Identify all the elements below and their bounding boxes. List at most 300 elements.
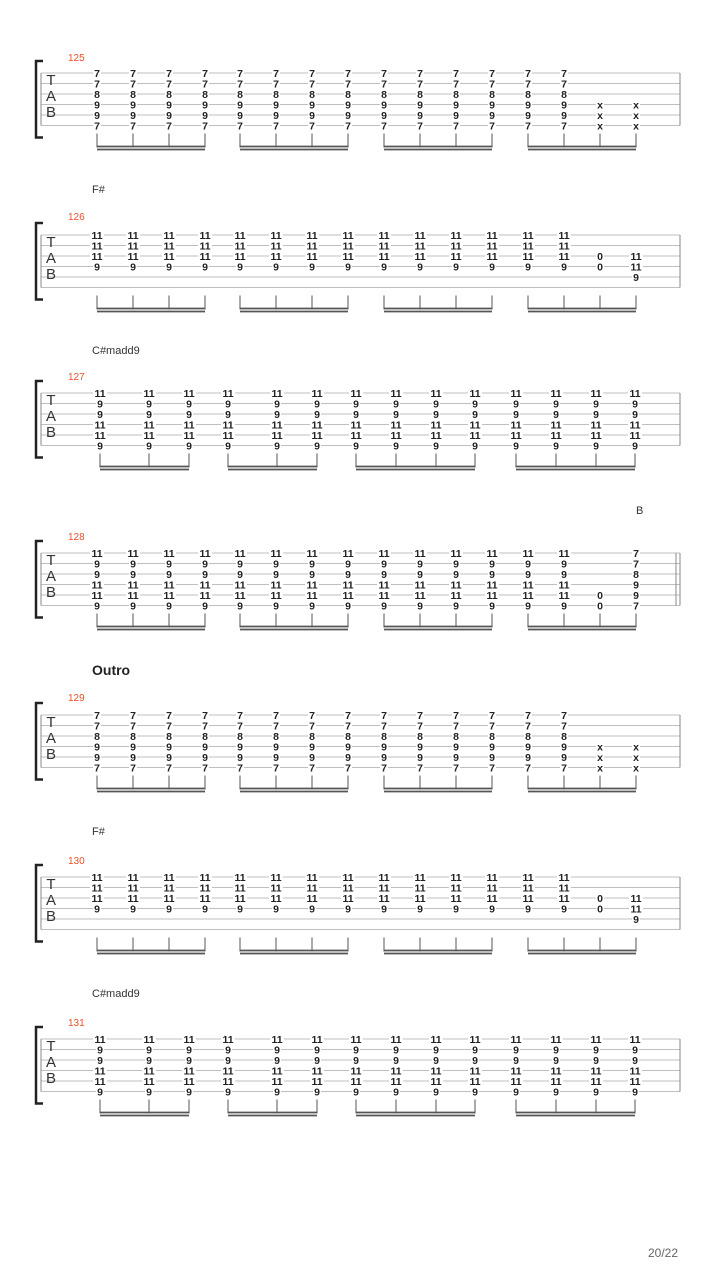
fret-number: 11: [199, 230, 211, 242]
fret-number: 11: [450, 579, 462, 592]
measure-number: 128: [68, 532, 85, 543]
fret-number: 7: [525, 720, 531, 733]
fret-number: 11: [163, 230, 175, 242]
fret-number: 11: [127, 893, 139, 905]
fret-number: 11: [510, 419, 522, 432]
fret-number: 9: [130, 569, 136, 581]
fret-number: 7: [417, 120, 423, 133]
fret-number: 9: [97, 1086, 103, 1099]
fret-number: 9: [453, 99, 459, 112]
fret-number: 11: [469, 419, 481, 432]
fret-number: 9: [274, 440, 280, 453]
fret-number: 11: [271, 419, 283, 432]
fret-number: 9: [314, 1055, 320, 1067]
fret-number: 7: [489, 78, 495, 91]
fret-number: 9: [186, 398, 192, 411]
fret-number: 11: [143, 388, 155, 400]
fret-number: 11: [450, 240, 462, 253]
fret-number: 8: [309, 89, 315, 101]
tab-clef-letter: B: [45, 104, 57, 121]
fret-number: 11: [342, 230, 354, 242]
fret-number: 7: [417, 710, 423, 722]
fret-number: 11: [486, 230, 498, 242]
fret-number: 9: [553, 440, 559, 453]
fret-number: 9: [489, 110, 495, 122]
fret-number: 7: [453, 710, 459, 722]
fret-number: 7: [453, 68, 459, 80]
fret-number: 11: [234, 548, 246, 560]
fret-number: 9: [97, 1044, 103, 1057]
chord-name: F#: [92, 826, 105, 838]
fret-number: 9: [309, 600, 315, 613]
fret-number: 11: [450, 590, 462, 602]
fret-number: 7: [453, 720, 459, 733]
fret-number: 7: [345, 120, 351, 133]
fret-number: 11: [234, 882, 246, 895]
fret-number: 11: [469, 1076, 481, 1088]
fret-number: 11: [558, 590, 570, 602]
fret-number: 9: [130, 110, 136, 122]
fret-number: 11: [342, 882, 354, 895]
fret-number: 11: [378, 590, 390, 602]
tab-clef-letter: B: [45, 746, 57, 763]
fret-number: x: [597, 741, 603, 754]
fret-number: 9: [345, 600, 351, 613]
fret-number: 9: [202, 261, 208, 274]
fret-number: 9: [130, 903, 136, 916]
fret-number: 9: [130, 600, 136, 613]
fret-number: 7: [202, 720, 208, 733]
fret-number: 9: [94, 569, 100, 581]
fret-number: 9: [433, 409, 439, 421]
fret-number: 11: [311, 1034, 323, 1046]
fret-number: 11: [306, 548, 318, 560]
fret-number: x: [633, 120, 639, 133]
fret-number: 9: [553, 1086, 559, 1099]
fret-number: 9: [633, 272, 639, 284]
fret-number: 11: [629, 1065, 641, 1078]
fret-number: 9: [513, 1044, 519, 1057]
fret-number: 9: [166, 903, 172, 916]
fret-number: 7: [273, 720, 279, 733]
fret-number: 7: [130, 120, 136, 133]
fret-number: 11: [271, 1034, 283, 1046]
fret-number: 9: [345, 903, 351, 916]
fret-number: 11: [222, 1076, 234, 1088]
fret-number: 11: [311, 388, 323, 400]
fret-number: 11: [414, 872, 426, 884]
fret-number: 9: [353, 398, 359, 411]
fret-number: 7: [417, 720, 423, 733]
fret-number: 7: [633, 558, 639, 571]
fret-number: 9: [273, 110, 279, 122]
tab-clef-letter: A: [45, 250, 57, 267]
fret-number: 11: [450, 882, 462, 895]
fret-number: 8: [345, 89, 351, 101]
fret-number: 11: [510, 1034, 522, 1046]
fret-number: 9: [309, 752, 315, 764]
fret-number: 11: [414, 548, 426, 560]
fret-number: 8: [525, 731, 531, 743]
fret-number: 9: [273, 558, 279, 571]
fret-number: 11: [450, 230, 462, 242]
fret-number: 11: [234, 579, 246, 592]
fret-number: 11: [450, 893, 462, 905]
fret-number: 9: [381, 752, 387, 764]
fret-number: 9: [417, 600, 423, 613]
fret-number: 11: [143, 430, 155, 442]
fret-number: 11: [558, 893, 570, 905]
fret-number: 9: [417, 903, 423, 916]
fret-number: 7: [273, 710, 279, 722]
fret-number: 9: [273, 752, 279, 764]
fret-number: 9: [525, 558, 531, 571]
fret-number: 8: [273, 731, 279, 743]
tab-clef-letter: B: [45, 1070, 57, 1087]
fret-number: 11: [94, 419, 106, 432]
fret-number: x: [633, 762, 639, 775]
fret-number: 9: [166, 261, 172, 274]
fret-number: 9: [309, 558, 315, 571]
fret-number: 8: [381, 731, 387, 743]
fret-number: 11: [270, 251, 282, 263]
fret-number: 9: [553, 1055, 559, 1067]
fret-number: 9: [472, 1055, 478, 1067]
tab-clef-letter: A: [45, 568, 57, 585]
fret-number: 11: [91, 872, 103, 884]
measure-number: 125: [68, 53, 85, 64]
fret-number: 7: [237, 710, 243, 722]
fret-number: 7: [345, 720, 351, 733]
fret-number: 8: [561, 731, 567, 743]
fret-number: 9: [453, 741, 459, 754]
fret-number: 11: [270, 579, 282, 592]
fret-number: 9: [633, 914, 639, 926]
fret-number: 11: [522, 893, 534, 905]
fret-number: 9: [393, 1044, 399, 1057]
fret-number: 9: [593, 1086, 599, 1099]
fret-number: 11: [414, 882, 426, 895]
fret-number: 8: [345, 731, 351, 743]
fret-number: 11: [270, 240, 282, 253]
fret-number: 7: [273, 68, 279, 80]
fret-number: x: [633, 99, 639, 112]
fret-number: 9: [309, 261, 315, 274]
fret-number: 9: [353, 1086, 359, 1099]
fret-number: 9: [237, 569, 243, 581]
fret-number: 11: [486, 882, 498, 895]
fret-number: 11: [558, 230, 570, 242]
fret-number: 0: [597, 903, 603, 916]
fret-number: 9: [237, 261, 243, 274]
tab-clef-letter: T: [46, 552, 56, 569]
fret-number: 9: [417, 261, 423, 274]
fret-number: 9: [237, 110, 243, 122]
fret-number: 8: [525, 89, 531, 101]
fret-number: 9: [314, 1086, 320, 1099]
fret-number: 9: [633, 590, 639, 602]
fret-number: 11: [199, 893, 211, 905]
fret-number: 8: [202, 89, 208, 101]
fret-number: 9: [146, 1055, 152, 1067]
fret-number: 9: [225, 398, 231, 411]
fret-number: 9: [130, 752, 136, 764]
fret-number: 9: [237, 558, 243, 571]
fret-number: 9: [94, 903, 100, 916]
fret-number: 9: [489, 903, 495, 916]
fret-number: 9: [202, 110, 208, 122]
fret-number: 9: [513, 440, 519, 453]
fret-number: 7: [561, 720, 567, 733]
fret-number: 7: [94, 762, 100, 775]
fret-number: 11: [629, 419, 641, 432]
measure-number: 131: [68, 1018, 85, 1029]
fret-number: 7: [345, 762, 351, 775]
fret-number: 7: [453, 762, 459, 775]
fret-number: 9: [632, 409, 638, 421]
fret-number: 11: [590, 1076, 602, 1088]
fret-number: 7: [453, 120, 459, 133]
fret-number: 7: [417, 78, 423, 91]
fret-number: 11: [550, 1065, 562, 1078]
fret-number: 9: [146, 440, 152, 453]
fret-number: 9: [489, 99, 495, 112]
fret-number: 7: [633, 548, 639, 560]
fret-number: 7: [381, 710, 387, 722]
fret-number: 11: [91, 893, 103, 905]
fret-number: x: [597, 752, 603, 764]
chord-name: B: [636, 505, 644, 517]
fret-number: 11: [311, 430, 323, 442]
fret-number: 11: [522, 548, 534, 560]
fret-number: 9: [433, 398, 439, 411]
fret-number: 9: [94, 261, 100, 274]
fret-number: 11: [143, 1065, 155, 1078]
fret-number: 9: [381, 741, 387, 754]
fret-number: 9: [274, 398, 280, 411]
fret-number: 11: [558, 240, 570, 253]
fret-number: 9: [130, 558, 136, 571]
fret-number: 9: [146, 398, 152, 411]
fret-number: 7: [202, 762, 208, 775]
fret-number: x: [633, 741, 639, 754]
fret-number: 9: [146, 409, 152, 421]
fret-number: 9: [553, 409, 559, 421]
fret-number: 9: [202, 99, 208, 112]
fret-number: 11: [143, 1076, 155, 1088]
fret-number: 9: [489, 752, 495, 764]
fret-number: 11: [430, 388, 442, 400]
fret-number: 11: [390, 388, 402, 400]
fret-number: 9: [309, 110, 315, 122]
fret-number: 7: [166, 710, 172, 722]
fret-number: 11: [430, 1076, 442, 1088]
fret-number: 9: [633, 579, 639, 592]
fret-number: 7: [561, 120, 567, 133]
fret-number: 9: [525, 600, 531, 613]
fret-number: 7: [166, 78, 172, 91]
fret-number: 7: [561, 68, 567, 80]
fret-number: 9: [225, 1055, 231, 1067]
fret-number: 11: [630, 261, 642, 274]
fret-number: 9: [593, 1055, 599, 1067]
fret-number: 11: [270, 882, 282, 895]
fret-number: 9: [561, 741, 567, 754]
fret-number: 9: [309, 99, 315, 112]
fret-number: 11: [91, 579, 103, 592]
fret-number: 9: [453, 903, 459, 916]
fret-number: 9: [632, 1086, 638, 1099]
fret-number: 7: [489, 720, 495, 733]
fret-number: 7: [381, 78, 387, 91]
fret-number: 11: [469, 1034, 481, 1046]
fret-number: 8: [273, 89, 279, 101]
fret-number: 11: [311, 1076, 323, 1088]
fret-number: 9: [166, 99, 172, 112]
fret-number: 9: [393, 440, 399, 453]
fret-number: 9: [345, 741, 351, 754]
fret-number: 8: [237, 89, 243, 101]
fret-number: 9: [202, 600, 208, 613]
fret-number: 7: [345, 78, 351, 91]
fret-number: 11: [630, 893, 642, 905]
fret-number: 9: [94, 600, 100, 613]
fret-number: 11: [629, 388, 641, 400]
tab-clef-letter: B: [45, 908, 57, 925]
fret-number: 11: [414, 251, 426, 263]
fret-number: 11: [271, 430, 283, 442]
fret-number: 11: [199, 548, 211, 560]
fret-number: 9: [525, 752, 531, 764]
fret-number: 9: [130, 99, 136, 112]
fret-number: x: [597, 110, 603, 122]
fret-number: 11: [486, 872, 498, 884]
fret-number: 7: [309, 78, 315, 91]
fret-number: 9: [353, 1044, 359, 1057]
fret-number: 11: [430, 1034, 442, 1046]
fret-number: 11: [91, 882, 103, 895]
fret-number: 11: [342, 240, 354, 253]
tab-clef-letter: A: [45, 408, 57, 425]
fret-number: 11: [450, 548, 462, 560]
fret-number: 11: [163, 548, 175, 560]
fret-number: 8: [202, 731, 208, 743]
fret-number: 0: [597, 590, 603, 602]
fret-number: x: [633, 110, 639, 122]
tab-clef-letter: T: [46, 1038, 56, 1055]
fret-number: 9: [381, 558, 387, 571]
fret-number: 9: [393, 1086, 399, 1099]
fret-number: 7: [202, 120, 208, 133]
fret-number: 11: [558, 882, 570, 895]
fret-number: 11: [350, 1034, 362, 1046]
fret-number: 11: [350, 388, 362, 400]
fret-number: 7: [525, 762, 531, 775]
fret-number: 0: [597, 600, 603, 613]
fret-number: 11: [306, 893, 318, 905]
fret-number: 11: [378, 230, 390, 242]
fret-number: 11: [522, 240, 534, 253]
fret-number: 11: [222, 430, 234, 442]
fret-number: 9: [97, 398, 103, 411]
fret-number: 9: [417, 741, 423, 754]
fret-number: 9: [309, 569, 315, 581]
fret-number: 11: [127, 882, 139, 895]
fret-number: 9: [632, 440, 638, 453]
fret-number: 9: [97, 1055, 103, 1067]
fret-number: 11: [486, 579, 498, 592]
fret-number: 7: [202, 710, 208, 722]
fret-number: 7: [453, 78, 459, 91]
fret-number: 9: [353, 409, 359, 421]
fret-number: 7: [417, 762, 423, 775]
fret-number: 0: [597, 893, 603, 905]
fret-number: 9: [314, 409, 320, 421]
fret-number: 7: [525, 78, 531, 91]
fret-number: 7: [94, 120, 100, 133]
fret-number: 11: [199, 251, 211, 263]
fret-number: 11: [430, 1065, 442, 1078]
fret-number: 11: [378, 251, 390, 263]
fret-number: 11: [629, 1076, 641, 1088]
fret-number: 9: [202, 558, 208, 571]
fret-number: 9: [273, 903, 279, 916]
fret-number: 11: [590, 388, 602, 400]
fret-number: 11: [350, 430, 362, 442]
fret-number: 7: [309, 762, 315, 775]
fret-number: 9: [553, 398, 559, 411]
fret-number: 11: [91, 230, 103, 242]
tab-clef-letter: A: [45, 730, 57, 747]
fret-number: 11: [414, 893, 426, 905]
fret-number: 11: [270, 893, 282, 905]
fret-number: 9: [472, 1086, 478, 1099]
fret-number: 9: [525, 569, 531, 581]
fret-number: 8: [453, 89, 459, 101]
fret-number: 9: [274, 1055, 280, 1067]
fret-number: 7: [345, 710, 351, 722]
fret-number: 11: [378, 240, 390, 253]
fret-number: 9: [237, 600, 243, 613]
fret-number: 9: [472, 409, 478, 421]
fret-number: 9: [314, 1044, 320, 1057]
fret-number: 9: [225, 440, 231, 453]
fret-number: 9: [472, 440, 478, 453]
fret-number: 7: [525, 710, 531, 722]
fret-number: 9: [433, 1044, 439, 1057]
fret-number: 9: [94, 558, 100, 571]
fret-number: 9: [186, 409, 192, 421]
fret-number: 7: [166, 120, 172, 133]
fret-number: 11: [522, 579, 534, 592]
fret-number: x: [597, 120, 603, 133]
fret-number: 9: [273, 741, 279, 754]
fret-number: 11: [234, 893, 246, 905]
fret-number: 7: [561, 762, 567, 775]
fret-number: 11: [91, 590, 103, 602]
fret-number: 9: [513, 1086, 519, 1099]
fret-number: 8: [130, 731, 136, 743]
fret-number: 9: [202, 903, 208, 916]
fret-number: 7: [489, 710, 495, 722]
fret-number: 11: [163, 590, 175, 602]
fret-number: 11: [629, 1034, 641, 1046]
fret-number: 11: [450, 872, 462, 884]
fret-number: 9: [94, 99, 100, 112]
chord-name: F#: [92, 184, 105, 196]
fret-number: 0: [597, 251, 603, 263]
fret-number: 9: [97, 409, 103, 421]
